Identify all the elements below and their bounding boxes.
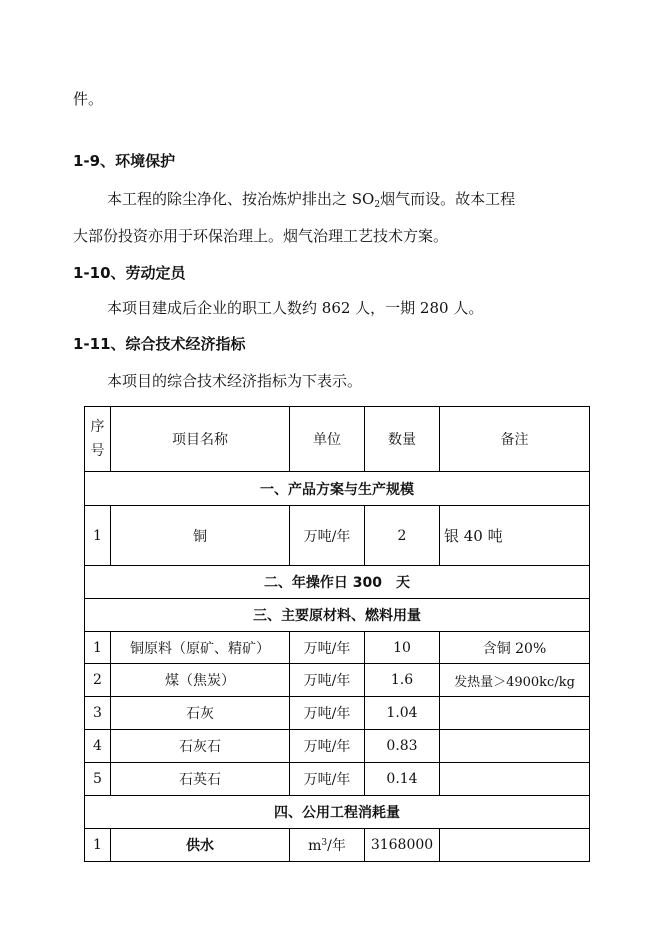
section-title-utilities: 四、公用工程消耗量 bbox=[85, 796, 590, 829]
cell-unit: 万吨/年 bbox=[290, 730, 365, 763]
table-row bbox=[85, 664, 590, 697]
indicators-table bbox=[84, 406, 590, 862]
cell-note: 发热量＞4900kc/kg bbox=[440, 664, 590, 697]
table-row bbox=[85, 506, 590, 566]
header-qty: 数量 bbox=[365, 407, 440, 472]
cell-name: 铜原料（原矿、精矿） bbox=[111, 632, 290, 664]
env-line1-pre: 本工程的除尘净化、按冶炼炉排出之 SO bbox=[107, 190, 375, 208]
table-header-row bbox=[85, 407, 590, 472]
cell-name: 石英石 bbox=[111, 763, 290, 796]
header-seq-top: 序 bbox=[90, 419, 105, 435]
cell-qty: 2 bbox=[365, 506, 440, 566]
section-title-operating-days: 二、年操作日 300 天 bbox=[85, 566, 590, 599]
intro-tail: 件。 bbox=[73, 90, 104, 108]
cell-seq: 1 bbox=[85, 829, 111, 862]
env-line1-post: 烟气而设。故本工程 bbox=[380, 190, 516, 208]
cell-qty: 1.04 bbox=[365, 697, 440, 730]
table-row bbox=[85, 730, 590, 763]
heading-1-11: 1-11、综合技术经济指标 bbox=[73, 335, 246, 353]
cell-unit: 万吨/年 bbox=[290, 697, 365, 730]
cell-note bbox=[440, 697, 590, 730]
cell-unit: 万吨/年 bbox=[290, 632, 365, 664]
env-paragraph-line1 bbox=[107, 188, 515, 210]
cell-name: 煤（焦炭） bbox=[111, 664, 290, 697]
cell-qty: 3168000 bbox=[365, 829, 440, 862]
heading-1-10: 1-10、劳动定员 bbox=[73, 264, 186, 282]
cell-qty: 0.14 bbox=[365, 763, 440, 796]
labor-paragraph: 本项目建成后企业的职工人数约 862 人，一期 280 人。 bbox=[107, 299, 484, 317]
cell-name: 供水 bbox=[111, 829, 290, 862]
header-seq-bottom: 号 bbox=[90, 443, 105, 459]
cell-seq: 1 bbox=[85, 506, 111, 566]
cell-note bbox=[440, 829, 590, 862]
table-row bbox=[85, 829, 590, 862]
header-name: 项目名称 bbox=[111, 407, 290, 472]
cell-qty: 0.83 bbox=[365, 730, 440, 763]
cell-unit: 万吨/年 bbox=[290, 664, 365, 697]
cell-note bbox=[440, 730, 590, 763]
table-row bbox=[85, 763, 590, 796]
header-note: 备注 bbox=[440, 407, 590, 472]
cell-note: 含铜 20% bbox=[440, 632, 590, 664]
cell-name: 铜 bbox=[111, 506, 290, 566]
table-row bbox=[85, 697, 590, 730]
heading-1-9: 1-9、环境保护 bbox=[73, 152, 176, 170]
unit-superscript: 3 bbox=[321, 838, 328, 848]
cell-unit: 万吨/年 bbox=[290, 506, 365, 566]
cell-seq: 1 bbox=[85, 632, 111, 664]
cell-note bbox=[440, 763, 590, 796]
section-row bbox=[85, 566, 590, 599]
cell-seq: 3 bbox=[85, 697, 111, 730]
cell-seq: 4 bbox=[85, 730, 111, 763]
unit-tail: /年 bbox=[327, 838, 346, 854]
unit-base: m bbox=[308, 838, 322, 854]
cell-qty: 1.6 bbox=[365, 664, 440, 697]
table-row bbox=[85, 632, 590, 664]
cell-unit bbox=[290, 829, 365, 862]
cell-name: 石灰 bbox=[111, 697, 290, 730]
cell-seq: 2 bbox=[85, 664, 111, 697]
header-seq bbox=[85, 407, 111, 472]
cell-note: 银 40 吨 bbox=[440, 506, 590, 566]
section-row bbox=[85, 599, 590, 632]
cell-unit: 万吨/年 bbox=[290, 763, 365, 796]
env-paragraph-line2: 大部份投资亦用于环保治理上。烟气治理工艺技术方案。 bbox=[73, 227, 449, 245]
cell-qty: 10 bbox=[365, 632, 440, 664]
cell-name: 石灰石 bbox=[111, 730, 290, 763]
section-title-materials: 三、主要原材料、燃料用量 bbox=[85, 599, 590, 632]
section-row bbox=[85, 796, 590, 829]
header-unit: 单位 bbox=[290, 407, 365, 472]
section-row bbox=[85, 472, 590, 506]
indicators-paragraph: 本项目的综合技术经济指标为下表示。 bbox=[107, 372, 363, 390]
cell-seq: 5 bbox=[85, 763, 111, 796]
so2-subscript: 2 bbox=[374, 200, 381, 210]
section-title-products: 一、产品方案与生产规模 bbox=[85, 472, 590, 506]
